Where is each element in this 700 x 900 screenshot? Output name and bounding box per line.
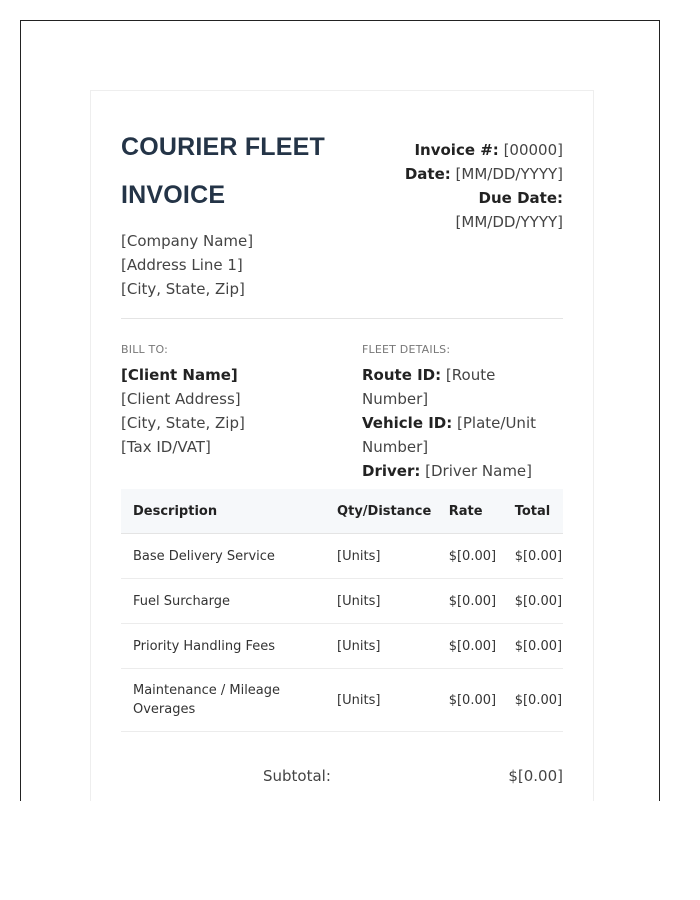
row-qty: [Units] <box>325 669 437 732</box>
route-id-line <box>362 363 563 411</box>
company-address: [Address Line 1] <box>121 256 243 274</box>
row-total: $[0.00] <box>503 579 563 624</box>
vehicle-id-line <box>362 411 563 459</box>
row-description: Priority Handling Fees <box>121 624 325 669</box>
due-date-value: [MM/DD/YYYY] <box>455 213 563 231</box>
table-row <box>121 669 563 732</box>
row-rate: $[0.00] <box>437 579 503 624</box>
row-rate: $[0.00] <box>437 534 503 579</box>
row-qty: [Units] <box>325 624 437 669</box>
bill-to-label: BILL TO: <box>121 343 169 356</box>
invoice-meta <box>363 138 563 234</box>
subtotal-label: Subtotal: <box>263 767 331 785</box>
client-tax-id: [Tax ID/VAT] <box>121 438 211 456</box>
invoice-number-line <box>363 138 563 162</box>
row-description: Maintenance / Mileage Overages <box>121 669 325 732</box>
invoice-date-value: [MM/DD/YYYY] <box>455 165 563 183</box>
client-address: [Client Address] <box>121 390 241 408</box>
invoice-header <box>121 121 563 316</box>
invoice-document <box>90 90 594 801</box>
header-divider <box>121 318 563 319</box>
vehicle-id-label: Vehicle ID: <box>362 414 453 432</box>
due-date-label: Due Date: <box>478 189 563 207</box>
company-name: [Company Name] <box>121 232 254 250</box>
invoice-title-line1: COURIER FLEET <box>121 133 325 161</box>
invoice-number-value: [00000] <box>503 141 563 159</box>
row-qty: [Units] <box>325 534 437 579</box>
vehicle-id-value: [Plate/Unit Number] <box>362 414 536 456</box>
invoice-date-line <box>363 162 563 186</box>
row-total: $[0.00] <box>503 669 563 732</box>
driver-label: Driver: <box>362 462 421 480</box>
header-qty-distance: Qty/Distance <box>325 489 437 534</box>
company-info <box>121 229 253 301</box>
table-row <box>121 534 563 579</box>
row-rate: $[0.00] <box>437 624 503 669</box>
table-header-row <box>121 489 563 534</box>
bill-to-section <box>121 343 341 459</box>
header-description: Description <box>121 489 325 534</box>
invoice-number-label: Invoice #: <box>414 141 499 159</box>
subtotal-row <box>121 767 563 791</box>
invoice-content <box>121 121 563 785</box>
route-id-label: Route ID: <box>362 366 442 384</box>
client-city-state-zip: [City, State, Zip] <box>121 414 245 432</box>
driver-line <box>362 459 563 483</box>
table-row <box>121 624 563 669</box>
line-items-table <box>121 489 563 732</box>
client-name: [Client Name] <box>121 366 238 384</box>
row-total: $[0.00] <box>503 534 563 579</box>
row-rate: $[0.00] <box>437 669 503 732</box>
table-row <box>121 579 563 624</box>
company-city-state-zip: [City, State, Zip] <box>121 280 245 298</box>
header-rate: Rate <box>437 489 503 534</box>
fleet-details-section <box>362 343 563 483</box>
fleet-details-label: FLEET DETAILS: <box>362 343 451 356</box>
due-date-line <box>363 186 563 210</box>
subtotal-value: $[0.00] <box>508 767 563 785</box>
invoice-title-line2: INVOICE <box>121 181 226 209</box>
row-description: Fuel Surcharge <box>121 579 325 624</box>
due-date-value-line <box>363 210 563 234</box>
invoice-date-label: Date: <box>404 165 451 183</box>
row-qty: [Units] <box>325 579 437 624</box>
row-total: $[0.00] <box>503 624 563 669</box>
row-description: Base Delivery Service <box>121 534 325 579</box>
invoice-title <box>121 123 351 219</box>
page-frame <box>20 20 660 801</box>
driver-value: [Driver Name] <box>425 462 533 480</box>
route-id-value: [Route Number] <box>362 366 496 408</box>
header-total: Total <box>503 489 563 534</box>
